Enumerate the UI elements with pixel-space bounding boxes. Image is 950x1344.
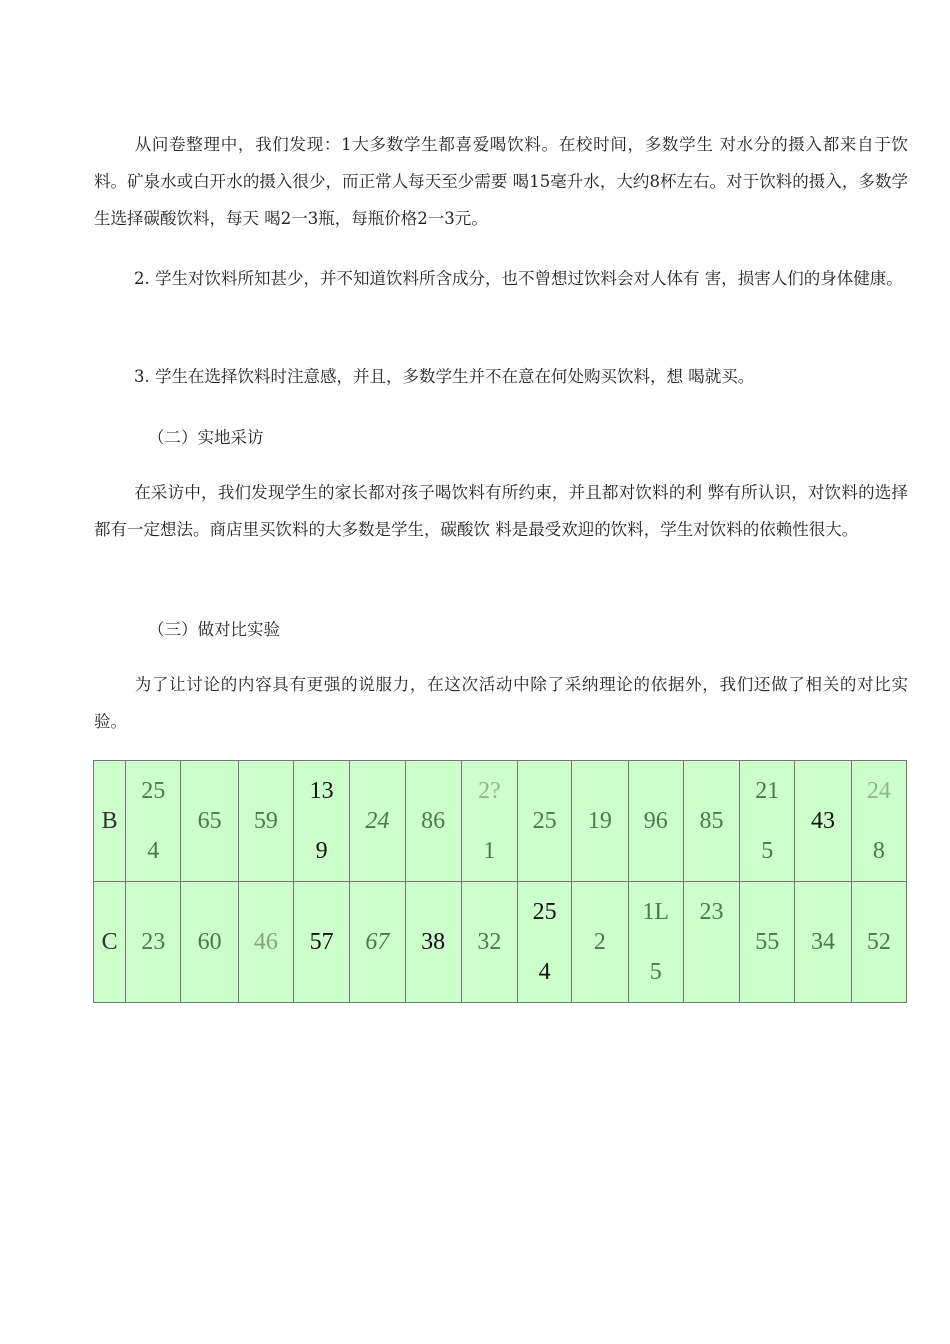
table-cell: 32 (461, 882, 517, 1003)
paragraph-interview: 在采访中，我们发现学生的家长都对孩子喝饮料有所约束，并且都对饮料的利 弊有所认识，对饮料的选择都有一定想法。商店里买饮料的大多数是学生，碳酸饮 料是最受欢迎的饮料，学生对饮料的依赖性很大。 (94, 483, 908, 539)
table-cell: 85 (683, 761, 739, 882)
table-cell: 55 (740, 882, 795, 1003)
table-cell: 25 4 (518, 882, 572, 1003)
table-cell: 96 (628, 761, 683, 882)
section-heading-experiment: （三）做对比实验 (148, 620, 280, 639)
table-cell: 52 (851, 882, 906, 1003)
table-cell: 57 (293, 882, 349, 1003)
table-cell: 2? 1 (461, 761, 517, 882)
table-cell: 67 (350, 882, 405, 1003)
table-cell: 59 (238, 761, 293, 882)
table-cell: 1L 5 (628, 882, 683, 1003)
comparison-table (93, 760, 907, 1003)
table-cell: 19 (572, 761, 628, 882)
table-cell: 24 (350, 761, 405, 882)
table-cell: 60 (181, 882, 238, 1003)
table-cell: 23 (683, 882, 739, 1003)
table-cell: 34 (795, 882, 851, 1003)
paragraph-survey-finding-1: 从问卷整理中，我们发现：1大多数学生都喜爱喝饮料。在校时间，多数学生 对水分的摄入都来自于饮料。矿泉水或白开水的摄入很少，而正常人每天至少需要 喝15毫升水，大约8杯左右。对于饮料的摄入，多数学生选择碳酸饮料，每天 喝2一3瓶，每瓶价格2一3元。 (94, 135, 908, 228)
table-cell: 43 (795, 761, 851, 882)
table-row-c (94, 882, 907, 1003)
table-cell: 24 8 (851, 761, 906, 882)
paragraph-experiment: 为了让讨论的内容具有更强的说服力，在这次活动中除了采纳理论的依据外，我们还做了相关的对比实验。 (94, 675, 908, 731)
table-row-b (94, 761, 907, 882)
table-cell: 86 (405, 761, 461, 882)
table-cell: 25 4 (126, 761, 181, 882)
table-cell: 65 (181, 761, 238, 882)
table-cell: 23 (126, 882, 181, 1003)
paragraph-survey-finding-2: 2. 学生对饮料所知甚少，并不知道饮料所含成分，也不曾想过饮料会对人体有 害，损害人们的身体健康。 (134, 269, 903, 288)
section-heading-interview: （二）实地采访 (148, 428, 264, 447)
paragraph-survey-finding-3: 3. 学生在选择饮料时注意感，并且，多数学生并不在意在何处购买饮料，想 喝就买。 (134, 367, 755, 386)
row-label: C (94, 882, 126, 1003)
table-cell: 46 (238, 882, 293, 1003)
table-cell: 21 5 (740, 761, 795, 882)
table-cell: 38 (405, 882, 461, 1003)
table-cell: 2 (572, 882, 628, 1003)
row-label: B (94, 761, 126, 882)
table-cell: 25 (518, 761, 572, 882)
table-cell: 13 9 (293, 761, 349, 882)
